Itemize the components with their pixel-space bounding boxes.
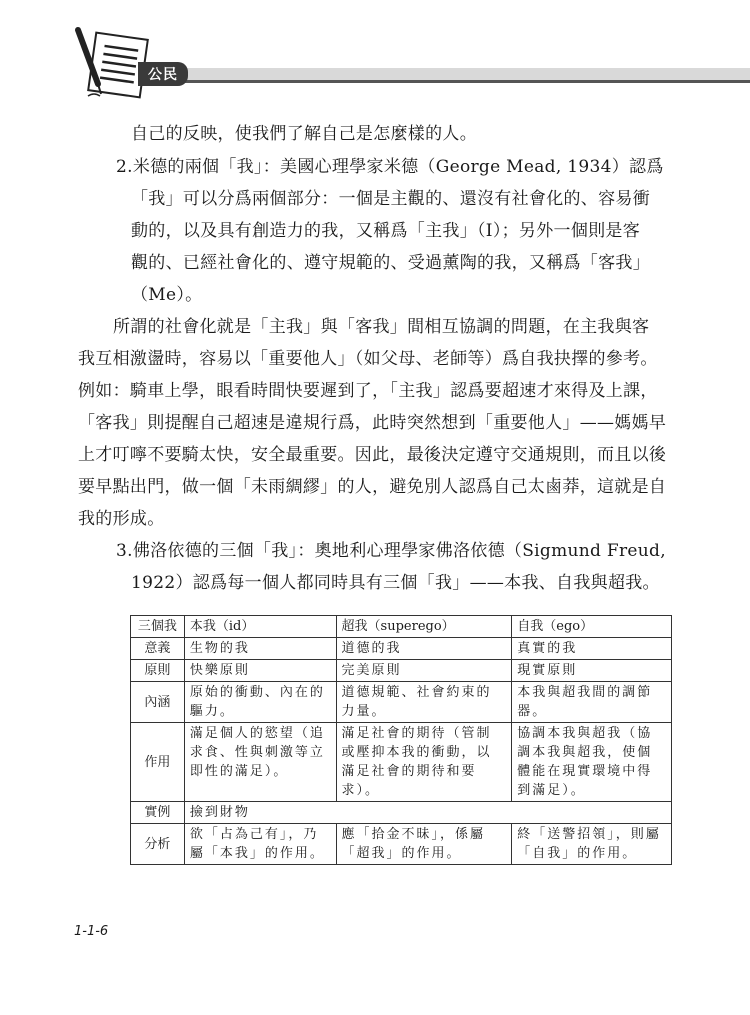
table-cell: 終「送警招領」，則屬「自我」的作用。: [512, 824, 672, 865]
table-row: [131, 824, 672, 865]
paragraph-line: 所謂的社會化就是「主我」與「客我」間相互協調的問題，在主我與客: [113, 317, 650, 337]
table-header-cell: 超我（superego）: [336, 616, 512, 638]
table-row: [131, 723, 672, 802]
table-cell: 真實的我: [512, 638, 672, 660]
paragraph-line: 我的形成。: [78, 509, 165, 529]
table-row-header: 作用: [131, 723, 185, 802]
paragraph-line: 自己的反映，使我們了解自己是怎麼樣的人。: [131, 124, 477, 144]
paragraph-line: 動的，以及具有創造力的我，又稱爲「主我」（I）；另外一個則是客: [131, 221, 641, 241]
subject-label: 公民: [138, 62, 188, 86]
table-cell: 應「拾金不昧」，係屬「超我」的作用。: [336, 824, 512, 865]
table-cell: 本我與超我間的調節器。: [512, 682, 672, 723]
table-cell: 滿足個人的慾望（追求食、性與刺激等立即性的滿足）。: [184, 723, 336, 802]
table-row-header: 原則: [131, 660, 185, 682]
table-cell: 欲「占為己有」，乃屬「本我」的作用。: [184, 824, 336, 865]
table-cell: 道德規範、社會約束的力量。: [336, 682, 512, 723]
table-cell: 生物的我: [184, 638, 336, 660]
table-cell: 快樂原則: [184, 660, 336, 682]
table-row: [131, 802, 672, 824]
paragraph-line: 例如：騎車上學，眼看時間快要遲到了，「主我」認爲要超速才來得及上課，: [78, 381, 658, 401]
table-row-header: 分析: [131, 824, 185, 865]
header-rule: [138, 80, 750, 83]
table-row: [131, 660, 672, 682]
paragraph-line: 「我」可以分爲兩個部分：一個是主觀的、還沒有社會化的、容易衝: [131, 189, 650, 209]
paragraph-line: 「客我」則提醒自己超速是違規行爲，此時突然想到「重要他人」——媽媽早: [78, 413, 667, 433]
page-number: 1-1-6: [74, 924, 109, 939]
table-row-header: 內涵: [131, 682, 185, 723]
paragraph-line: 觀的、已經社會化的、遵守規範的、受過薰陶的我，又稱爲「客我」: [131, 253, 650, 273]
list-item-freud: 3.佛洛依德的三個「我」：奧地利心理學家佛洛依德（Sigmund Freud,: [116, 541, 666, 561]
table-row: [131, 682, 672, 723]
table-header-cell: 自我（ego）: [512, 616, 672, 638]
paragraph-line: 我互相激盪時，容易以「重要他人」（如父母、老師等）爲自我抉擇的參考。: [78, 349, 658, 369]
table-row-header: 三個我: [131, 616, 185, 638]
table-cell: 完美原則: [336, 660, 512, 682]
three-selves-table: [130, 615, 672, 865]
table-cell: 撿到財物: [184, 802, 671, 824]
table-cell: 滿足社會的期待（管制或壓抑本我的衝動，以滿足社會的期待和要求）。: [336, 723, 512, 802]
table-cell: 原始的衝動、內在的驅力。: [184, 682, 336, 723]
paragraph-line: 1922）認爲每一個人都同時具有三個「我」——本我、自我與超我。: [131, 573, 660, 593]
table-row: [131, 638, 672, 660]
table-row-header: 實例: [131, 802, 185, 824]
paragraph-line: 要早點出門，做一個「未雨綢繆」的人，避免別人認爲自己太鹵莽，這就是自: [78, 477, 667, 497]
page-header: [0, 0, 750, 110]
header-bar: [138, 68, 750, 80]
paragraph-line: 上才叮嚀不要騎太快，安全最重要。因此，最後決定遵守交通規則，而且以後: [78, 445, 667, 465]
table-cell: 道德的我: [336, 638, 512, 660]
paragraph-line: （Me）。: [131, 285, 203, 305]
table-header-row: [131, 616, 672, 638]
table-row-header: 意義: [131, 638, 185, 660]
table-cell: 協調本我與超我（協調本我與超我，使個體能在現實環境中得到滿足）。: [512, 723, 672, 802]
list-item-mead: 2.米德的兩個「我」：美國心理學家米德（George Mead, 1934）認爲: [116, 157, 664, 177]
table-cell: 現實原則: [512, 660, 672, 682]
table-header-cell: 本我（id）: [184, 616, 336, 638]
